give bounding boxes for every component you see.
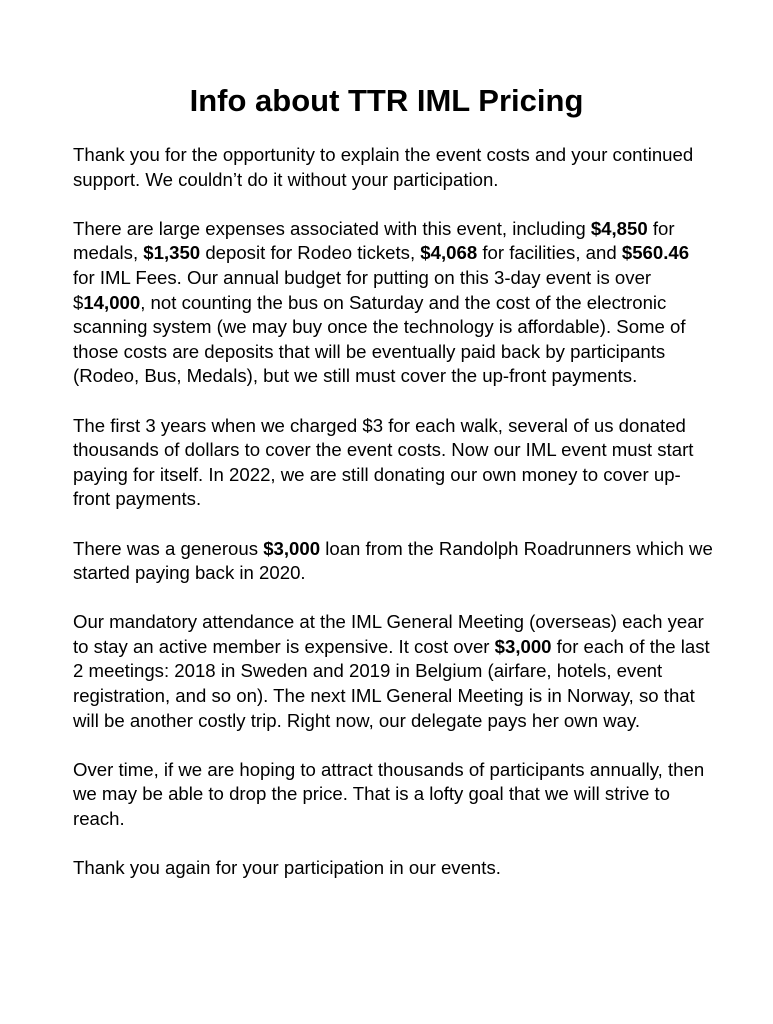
paragraph-text: Thank you for the opportunity to explain the event costs and your continued support. We couldn’t do it without your participation. — [73, 144, 694, 190]
paragraph-5 — [73, 610, 713, 733]
page-title: Info about TTR IML Pricing — [189, 83, 584, 118]
bold-amount: $3,000 — [263, 537, 321, 559]
paragraph-7 — [73, 856, 713, 881]
paragraph-text: Over time, if we are hoping to attract thousands of participants annually, then we may be able to drop the price. That is a lofty goal that we will strive to reach. — [73, 758, 705, 830]
bold-amount: 14,000 — [83, 291, 141, 313]
paragraph-text: for IML Fees. Our annual budget for putting on this 3-day event is over $ — [73, 266, 652, 313]
paragraph-2 — [73, 217, 713, 389]
paragraph-text: loan from the Randolph Roadrunners which we started paying back in 2020. — [73, 537, 713, 584]
paragraph-text: The first 3 years when we charged $3 for each walk, several of us donated thousands of dollars to cover the event costs. Now our IML event must start paying for itself. In 2022, we are still donating our own money to cover up-front payments. — [73, 414, 694, 510]
paragraph-1 — [73, 143, 713, 192]
bold-amount: $560.46 — [621, 242, 690, 264]
paragraph-text: for medals, — [73, 217, 675, 264]
paragraph-text: There was a generous — [73, 537, 264, 559]
paragraph-text: for facilities, and — [477, 242, 622, 264]
paragraph-3 — [73, 414, 713, 512]
bold-amount: $1,350 — [143, 242, 201, 264]
paragraph-text: There are large expenses associated with this event, including — [73, 217, 591, 239]
paragraph-text: Thank you again for your participation in our events. — [73, 857, 501, 879]
bold-amount: $4,850 — [590, 217, 648, 239]
bold-amount: $4,068 — [420, 242, 478, 264]
bold-amount: $3,000 — [494, 635, 552, 657]
paragraph-text: for each of the last 2 meetings: 2018 in Sweden and 2019 in Belgium (airfare, hotels, event registration, and so on). The next IML General Meeting is in Norway, so that will be another costly trip. Right now, our delegate pays her own way. — [73, 635, 710, 731]
paragraph-text: deposit for Rodeo tickets, — [200, 242, 421, 264]
paragraph-4 — [73, 537, 713, 586]
paragraph-text: , not counting the bus on Saturday and the cost of the electronic scanning system (we may buy once the technology is affordable). Some of those costs are deposits that will be eventually paid back by participants (Rodeo, Bus, Medals), but we still must cover the up-front payments. — [73, 291, 686, 387]
paragraph-text: Our mandatory attendance at the IML General Meeting (overseas) each year to stay an active member is expensive. It cost over — [73, 611, 704, 657]
document-body — [73, 143, 713, 905]
paragraph-6 — [73, 758, 713, 832]
